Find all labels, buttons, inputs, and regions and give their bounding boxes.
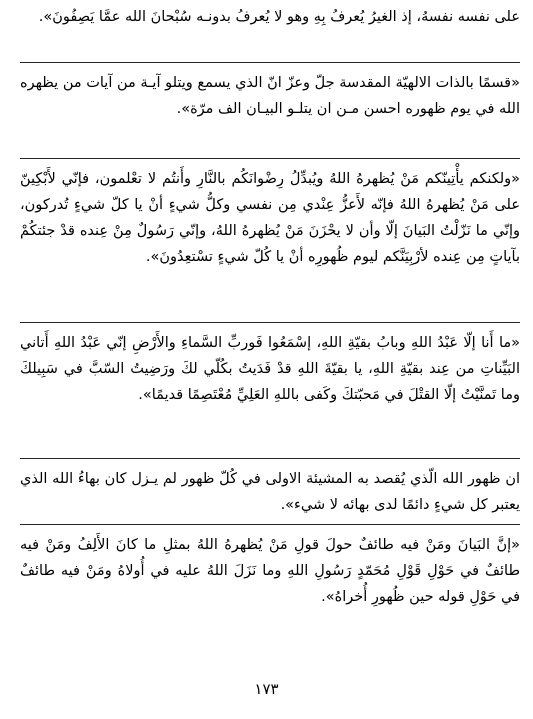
paragraph-3: «ولكنكم يأْتِينّكم مَنْ يُظهرهُ اللهُ ويُبدِّلُ رِضْوانَكُم بالنَّارِ وأَنتُم لا تعْلمون، فإنّي لأَبْكِينّ على مَنْ يُظهرهُ اللهُ فإنّه لأَعزُّ عِنْدي مِن نفسي وكلُّ شيءٍ أنْ يا كلّ شيءٍ تُدركون، وإنّي ما نَزّلْتُ البَيانَ إلّا وأن لا يحْزَنَ مَنْ يُظهرهُ اللهُ، وإنّي رَسُولٌ مِنْ عِنده قدْ جئتكُمْ بآياتٍ مِن عِنده لأرْبِيَنَّكم ليوم ظُهورِه أنْ يا كُلّ شيءٍ تسْتعِدُونَ». [20, 171, 520, 265]
paragraph-4: «ما أَنا إلّا عَبْدُ اللهِ وبابُ بقيّةِ اللهِ، إسْمَعُوا فَوربِّ السَّماءِ والأَرْضِ إنّي عَبْدُ اللهِ أَتاني البَيِّناتِ من عِند بقيّةِ اللهِ، يا بقيّةَ اللهِ قدْ فَدَيتُ بكُلّي لكَ ورَضِيتُ السّبَّ في سَبِيلكَ وما تَمنَّيْتُ إلّا القتْلَ في مَحبّتكَ وكَفى باللهِ العَلِيِّ مُعْتَصِمًا قديمًا». [20, 335, 520, 403]
page-number: ١٧٣ [254, 680, 279, 698]
divider-1 [20, 62, 520, 63]
divider-3 [20, 322, 520, 323]
paragraph-2: «قسمًا بالذات الالهيّة المقدسة جلّ وعزّ انّ الذي يسمع ويتلو آيـة من آيات من يظهره الله في يوم ظهوره احسن مـن ان يتلـو البيـان الف مرّة». [20, 75, 520, 117]
divider-4 [20, 458, 520, 459]
paragraph-1: على نفسه نفسهُ، إذ الغيرُ يُعرفُ بِهِ وهو لا يُعرفُ بدونـه سُبْحانَ الله عمَّا يَصِفُونَ». [38, 9, 520, 25]
paragraph-6: «إنَّ البَيانَ ومَنْ فيه طائفٌ حولَ قولِ مَنْ يُظهرهُ اللهُ بمثلِ ما كانَ الأَلِفُ ومَنْ فيه طائفٌ في حَوْلِ قَوْلِ مُحَمّدٍ رَسُولِ اللهِ وما نَزَلَ اللهُ عليه في أُولاهُ ومَنْ فيه طائفٌ في حَوْلِ قوله حين ظُهورِ أُخراهُ». [20, 537, 520, 605]
divider-5 [20, 524, 520, 525]
paragraph-5: ان ظهور الله الّذي يُقصد به المشيئة الاولى في كُلّ ظهور لم يـزل كان بهاءُ الله الذي يعتبر كل شيءٍ دائمًا لدى بهائه لا شيء». [20, 471, 520, 513]
divider-2 [20, 158, 520, 159]
